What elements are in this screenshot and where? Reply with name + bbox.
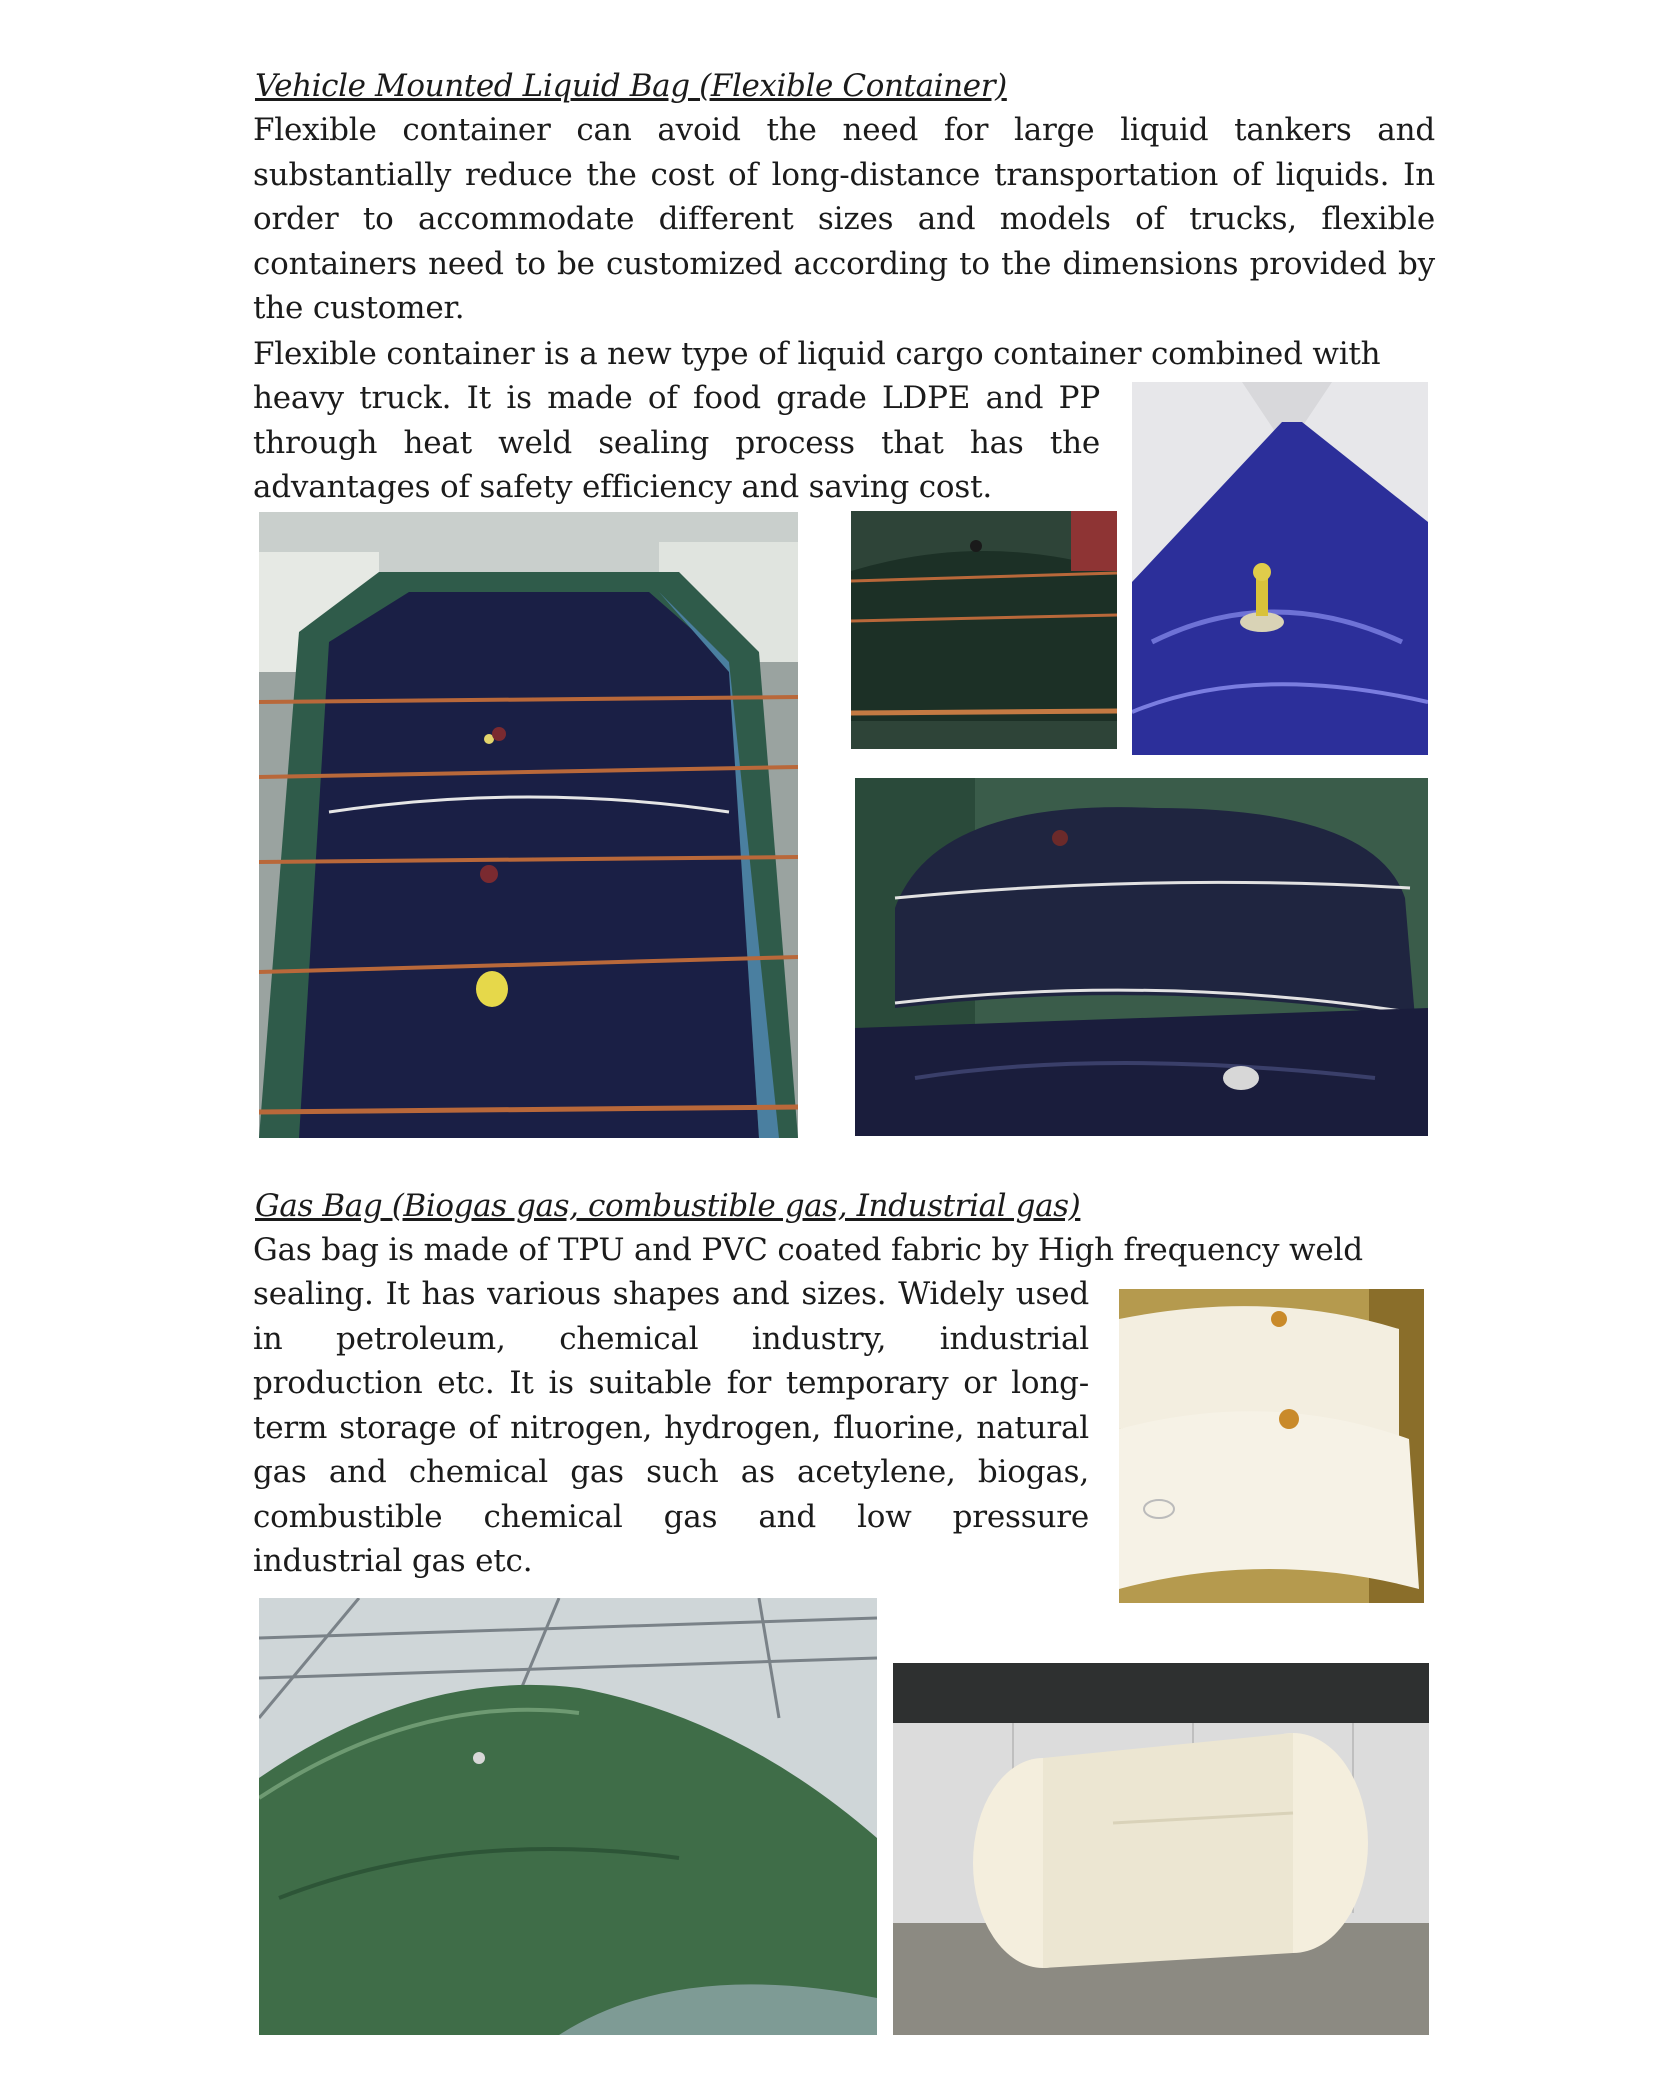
photo-white-cylinder-gas-bags	[893, 1663, 1429, 2035]
photo-white-gas-bags	[1119, 1289, 1424, 1603]
photo-green-gas-bag	[259, 1598, 877, 2035]
section-heading-liquid-bag: Vehicle Mounted Liquid Bag (Flexible Container)	[255, 68, 1007, 104]
liquid-bag-paragraph-1: Flexible container can avoid the need for large liquid tankers and substantially reduce the cost of long-distance transportation of liquids. In order to accommodate different sizes and models of trucks, flexible containers need to be customized according to the dimensions provided by the customer.	[253, 112, 1435, 326]
photo-dark-bag-closeup	[851, 511, 1117, 749]
photo-navy-bag-interior	[855, 778, 1428, 1136]
photo-truck-liquid-bag	[259, 512, 798, 1138]
gas-bag-paragraph-line-1: Gas bag is made of TPU and PVC coated fabric by High frequency weld	[253, 1232, 1363, 1268]
liquid-bag-paragraph-2: heavy truck. It is made of food grade LDPE and PP through heat weld sealing process that has the advantages of safety efficiency and saving cost.	[253, 380, 1100, 505]
liquid-bag-paragraph-2-line-1: Flexible container is a new type of liquid cargo container combined with	[253, 336, 1381, 372]
section-heading-gas-bag: Gas Bag (Biogas gas, combustible gas, Industrial gas)	[255, 1188, 1081, 1224]
photo-blue-liquid-bag	[1132, 382, 1428, 755]
gas-bag-paragraph: sealing. It has various shapes and sizes. Widely used in petroleum, chemical industry, industrial production etc. It is suitable for temporary or long-term storage of nitrogen, hydrogen, fluorine, natural gas and chemical gas such as acetylene, biogas, combustible chemical gas and low pressure industrial gas etc.	[253, 1276, 1089, 1579]
